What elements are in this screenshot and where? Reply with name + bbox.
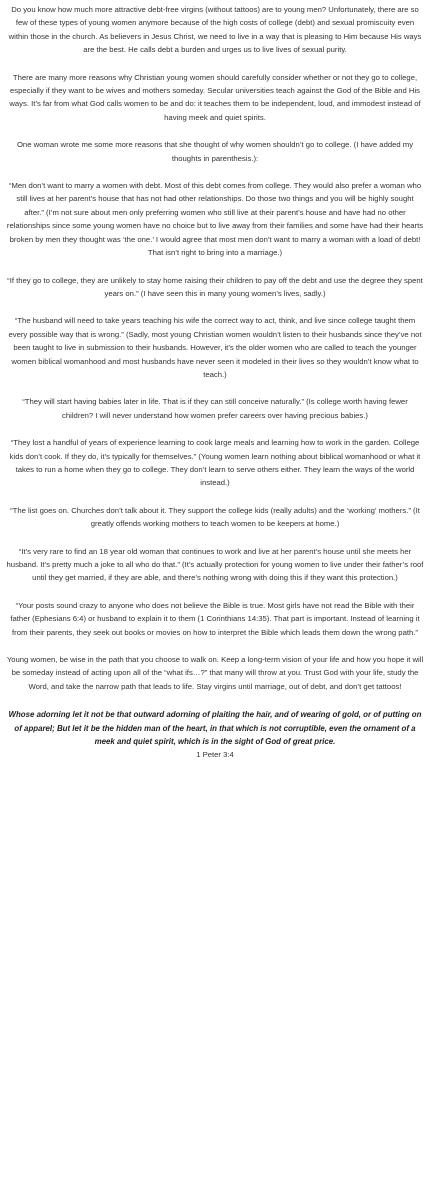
quote-cooking: “They lost a handful of years of experience learning to cook large meals and learning how to work in the garden. College kids don’t cook. If they do, it’s typically for themselves.” (Young women learn nothing about biblical womanhood or what it takes to run a home when they go to college. They don’t learn to serve others either. They learn the ways of the world instead.): [9, 438, 421, 488]
quote-husband-teaching: “The husband will need to take years teaching his wife the correct way to act, think, and live since college taught them every possible way that is wrong.” (Sadly, most young Christian women wouldn’t listen to their husbands since they’ve not been taught to live in submission to their husbands. However, it’s the older women who are called to teach the younger women biblical womanhood and most husbands have never seen it modeled in their lives so they wouldn’t know what to teach.): [8, 316, 422, 379]
paragraph-reasons: There are many more reasons why Christian young women should carefully consider whether or not they go to college, especially if they want to be wives and mothers someday. Secular universities teach against the God of the Bible and His ways. It’s far from what God calls women to be and do: it teaches them to be independent, loud, and immodest instead of having meek and quiet spirits.: [9, 72, 421, 122]
paragraph-intro: Do you know how much more attractive debt-free virgins (without tattoos) are to young men? Unfortunately, there are so few of these types of young women anymore because of the high costs of college (debt) and sexual promiscuity even within those in the church. As believers in Jesus Christ, we need to live in a way that is pleasing to Him because His ways are the best. He calls debt a burden and urges us to live lives of sexual purity.: [8, 5, 422, 55]
quote-debt: “Men don’t want to marry a women with debt. Most of this debt comes from college. They would also prefer a woman who still lives at her parent’s house that has not had other relationships. Do those two things and you will be highly sought after.” (I’m not sure about men only preferring women who still live at their parent’s house and have had no other relationships since some young women have no choice but to live away from their families and some have had their hearts broken by men they thought was ‘the one.’ I would agree that most men don’t want to marry a woman with a load of debt! That isn’t right to bring into a marriage.): [6, 181, 424, 258]
quote-bible: “Your posts sound crazy to anyone who does not believe the Bible is true. Most girls have not read the Bible with their father (Ephesians 6:4) or husband to explain it to them (1 Corinthians 14:35). That part is important. Instead of learning it from their parents, they seek out books or movies on how to interpret the Bible which leads them down the wrong path.”: [10, 600, 420, 637]
paragraph-conclusion: Young women, be wise in the path that you choose to walk on. Keep a long-term vision of your life and how you hope it will be someday instead of acting upon all of the “what ifs…?” that many will throw at you. Trust God with your life, study the Word, and take the narrow path that leads to life. Stay virgins until marriage, out of debt, and don’t get tattoos!: [6, 655, 424, 691]
quote-fathers-house: “It’s very rare to find an 18 year old woman that continues to work and live at her parent’s house until she meets her husband. It’s pretty much a joke to all who do that.” (It’s actually protection for young women to live under their father’s roof until they get married, if they are able, and there’s nothing wrong with doing this if they want this protection.): [6, 546, 424, 583]
verse-reference: 1 Peter 3:4: [196, 750, 234, 760]
quote-stay-home: “If they go to college, they are unlikely to stay home raising their children to pay off the debt and use the degree they spent years on.” (I have seen this in many young women’s lives, sadly.): [7, 275, 423, 298]
quote-churches: “The list goes on. Churches don’t talk about it. They support the college kids (really adults) and the ‘working’ mothers.” (It greatly offends working mothers to teach women to be keepers at home.): [10, 505, 420, 529]
bible-verse: Whose adorning let it not be that outward adorning of plaiting the hair, and of wearing of gold, or of putting on of apparel; But let it be the hidden man of the heart, in that which is not corruptible, even the ornament of a meek and quiet spirit, which is in the sight of God of great price.: [8, 710, 422, 747]
quote-babies: “They will start having babies later in life. That is if they can still conceive naturally.” (Is college worth having fewer children? I will never understand how women prefer careers over having precious babies.): [22, 397, 408, 420]
article-body: [6, 0, 424, 761]
paragraph-woman-wrote: One woman wrote me some more reasons that she thought of why women shouldn’t go to college. (I have added my thoughts in parenthesis.):: [16, 140, 414, 163]
